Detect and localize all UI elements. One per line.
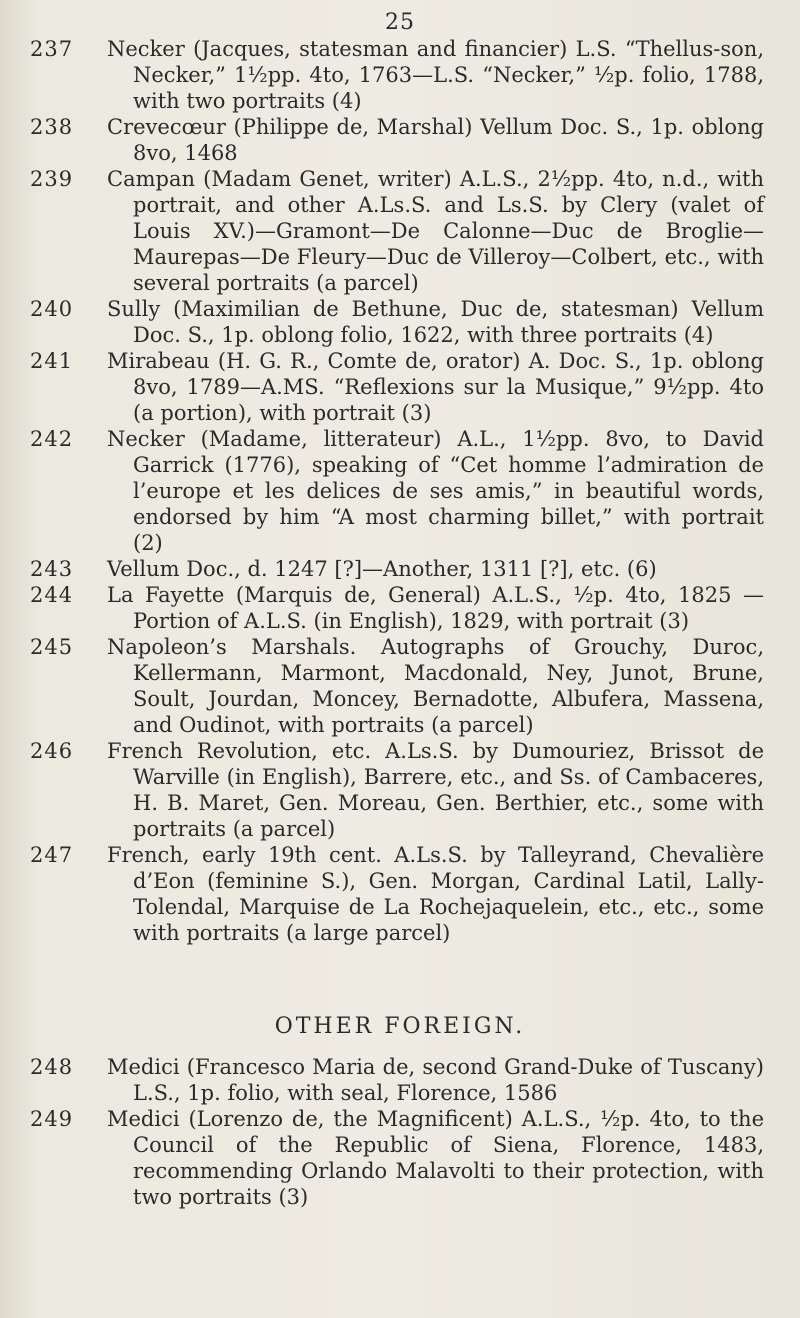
lot-description: Sully (Maximilian de Bethune, Duc de, statesman) Vellum Doc. S., 1p. oblong folio, 1622, with three portraits (4) — [107, 297, 764, 347]
lot-number: 245 — [30, 635, 74, 659]
lot-number: 240 — [30, 297, 74, 321]
lot-description: Medici (Lorenzo de, the Magnificent) A.L.S., ½p. 4to, to the Council of the Republic of Siena, Florence, 1483, recommending Orlando Malavolti to their protection, with two portraits (3) — [107, 1107, 764, 1209]
lot-number: 243 — [30, 557, 74, 581]
lot-description: French, early 19th cent. A.Ls.S. by Talleyrand, Chevalière d’Eon (feminine S.), Gen. Morgan, Cardinal Latil, Lally-Tolendal, Marquise de La Rochejaquelein, etc., etc., some with portraits (a large parcel) — [107, 843, 764, 945]
lot-entry — [0, 842, 800, 946]
lot-number: 247 — [30, 843, 74, 867]
lot-entry — [0, 634, 800, 738]
lot-number: 242 — [30, 427, 74, 451]
lot-entry — [0, 1106, 800, 1210]
lot-description: Medici (Francesco Maria de, second Grand-Duke of Tuscany) L.S., 1p. folio, with seal, Florence, 1586 — [107, 1055, 764, 1105]
page-number: 25 — [385, 10, 415, 35]
lot-list-other-foreign — [0, 1054, 800, 1210]
lot-description: Necker (Jacques, statesman and financier) L.S. “Thellus-son, Necker,” 1½pp. 4to, 1763—L.S. “Necker,” ½p. folio, 1788, with two portraits (4) — [107, 37, 764, 113]
lot-entry — [0, 738, 800, 842]
lot-number: 249 — [30, 1107, 74, 1131]
lot-description: La Fayette (Marquis de, General) A.L.S., ½p. 4to, 1825 —Portion of A.L.S. (in English), 1829, with portrait (3) — [107, 583, 764, 633]
lot-description: Crevecœur (Philippe de, Marshal) Vellum Doc. S., 1p. oblong 8vo, 1468 — [107, 115, 764, 165]
lot-description: Necker (Madame, litterateur) A.L., 1½pp. 8vo, to David Garrick (1776), speaking of “Cet homme l’admiration de l’europe et les delices de ses amis,” in beautiful words, endorsed by him “A most charming billet,” with portrait (2) — [107, 427, 764, 555]
lot-number: 244 — [30, 583, 74, 607]
lot-number: 238 — [30, 115, 74, 139]
lot-description: Campan (Madam Genet, writer) A.L.S., 2½pp. 4to, n.d., with portrait, and other A.Ls.S. and Ls.S. by Clery (valet of Louis XV.)—Gramont—De Calonne—Duc de Broglie—Maurepas—De Fleury—Duc de Villeroy—Colbert, etc., with several portraits (a parcel) — [107, 167, 764, 295]
lot-entry — [0, 166, 800, 296]
lot-description: Vellum Doc., d. 1247 [?]—Another, 1311 [?], etc. (6) — [107, 557, 657, 581]
lot-description: Napoleon’s Marshals. Autographs of Grouchy, Duroc, Kellermann, Marmont, Macdonald, Ney, Junot, Brune, Soult, Jourdan, Moncey, Bernadotte, Albufera, Massena, and Oudinot, with portraits (a parcel) — [107, 635, 764, 737]
lot-entry — [0, 348, 800, 426]
lot-entry — [0, 114, 800, 166]
section-heading: OTHER FOREIGN. — [274, 1014, 526, 1039]
lot-number: 239 — [30, 167, 74, 191]
lot-description: French Revolution, etc. A.Ls.S. by Dumouriez, Brissot de Warville (in English), Barrere, etc., and Ss. of Cambaceres, H. B. Maret, Gen. Moreau, Gen. Berthier, etc., some with portraits (a parcel) — [107, 739, 764, 841]
lot-description: Mirabeau (H. G. R., Comte de, orator) A. Doc. S., 1p. oblong 8vo, 1789—A.MS. “Reflexions sur la Musique,” 9½pp. 4to (a portion), with portrait (3) — [107, 349, 764, 425]
lot-number: 237 — [30, 37, 74, 61]
lot-number: 241 — [30, 349, 74, 373]
lot-entry — [0, 426, 800, 556]
lot-number: 246 — [30, 739, 74, 763]
lot-entry — [0, 296, 800, 348]
lot-list — [0, 36, 800, 946]
lot-entry — [0, 582, 800, 634]
lot-entry — [0, 556, 800, 582]
lot-entry — [0, 1054, 800, 1106]
lot-number: 248 — [30, 1055, 74, 1079]
lot-entry — [0, 36, 800, 114]
